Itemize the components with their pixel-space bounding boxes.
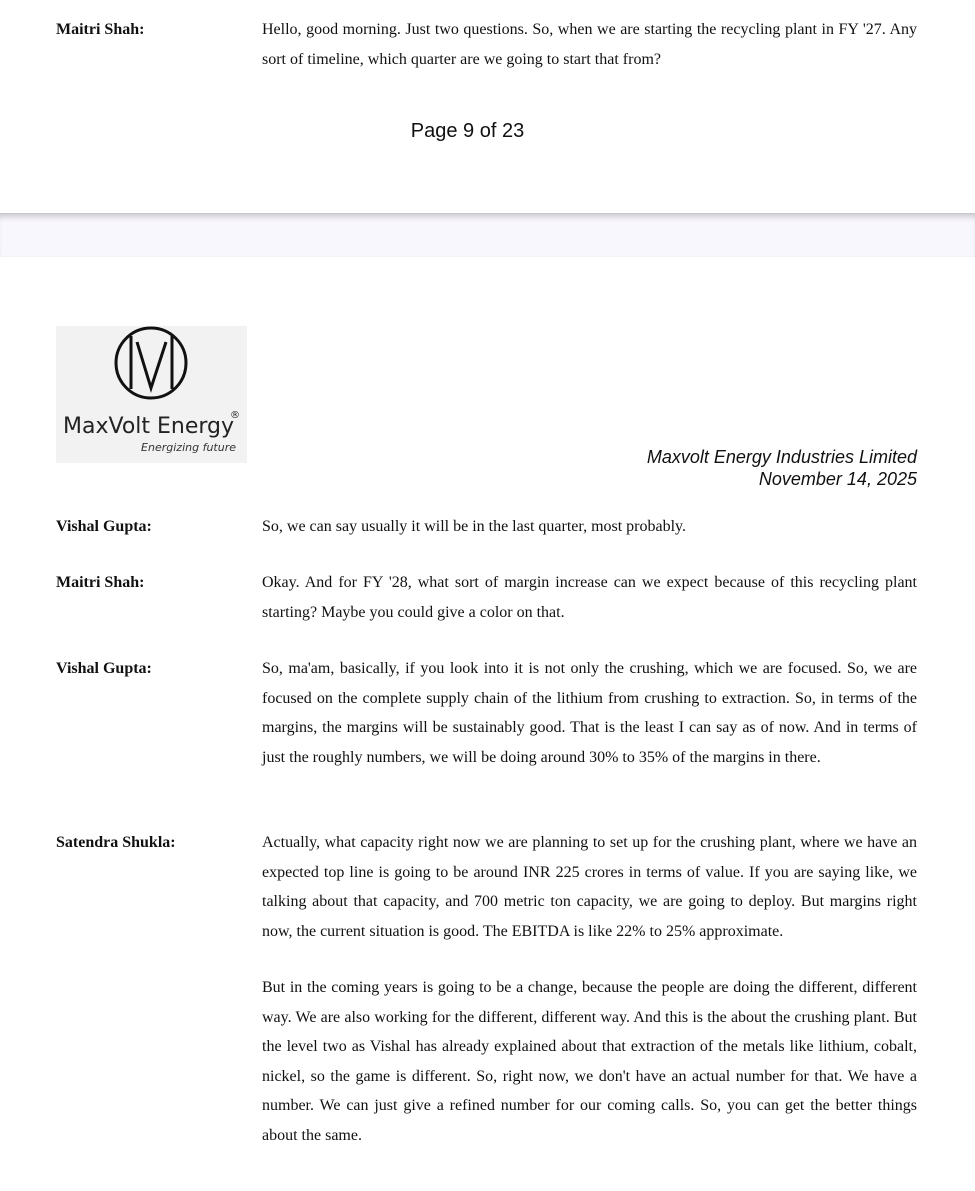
speaker-name: Maitri Shah: bbox=[56, 574, 145, 591]
transcript-turn bbox=[56, 568, 917, 627]
page-number: Page 9 of 23 bbox=[410, 120, 525, 142]
speech-text: So, ma'am, basically, if you look into it is not only the crushing, which we are focused. So, we are focused on the complete supply chain of the lithium from crushing to extraction. So, in terms of the margins, the margins will be sustainably good. That is the least I can say as of now. And in terms of just the roughly numbers, we will be doing around 30% to 35% of the margins in there. bbox=[262, 660, 917, 766]
svg-text:®: ® bbox=[230, 410, 240, 421]
speaker-name: Vishal Gupta: bbox=[56, 660, 152, 677]
speaker-name: Maitri Shah: bbox=[56, 21, 145, 38]
speech-text: Okay. And for FY '28, what sort of margin increase can we expect because of this recycling plant starting? Maybe you could give a color on that. bbox=[262, 574, 917, 621]
transcript-turn bbox=[56, 654, 917, 772]
company-name: Maxvolt Energy Industries Limited bbox=[646, 447, 917, 467]
speech-text: Actually, what capacity right now we are planning to set up for the crushing plant, where we have an expected top line is going to be around INR 225 crores in terms of value. If you are saying like, we talking about that capacity, and 700 metric ton capacity, we are going to deploy. But margins right now, the current situation is good. The EBITDA is like 22% to 25% approximate. bbox=[262, 834, 917, 940]
transcript-turn bbox=[56, 828, 917, 1150]
maxvolt-logo-icon bbox=[56, 326, 247, 463]
speech-text: Hello, good morning. Just two questions. So, when we are starting the recycling plant in FY '27. Any sort of timeline, which quarter are we going to start that from? bbox=[262, 21, 917, 68]
speaker-name: Vishal Gupta: bbox=[56, 518, 152, 535]
call-date: November 14, 2025 bbox=[758, 469, 917, 489]
page-separator bbox=[0, 213, 975, 258]
document-header bbox=[647, 446, 917, 490]
transcript-turn bbox=[56, 512, 917, 542]
svg-text:MaxVolt Energy: MaxVolt Energy bbox=[63, 414, 235, 439]
speech-text: So, we can say usually it will be in the last quarter, most probably. bbox=[262, 518, 687, 535]
speech-text: But in the coming years is going to be a change, because the people are doing the different, different way. We are also working for the different, different way. And this is the about the crushing plant. But the level two as Vishal has already explained about that extraction of the metals like lithium, cobalt, nickel, so the game is different. So, right now, we don't have an actual number for that. We have a number. We can just give a refined number for our coming calls. So, you can get the better things about the same. bbox=[262, 979, 917, 1144]
page-9 bbox=[0, 0, 975, 213]
company-logo bbox=[56, 326, 247, 463]
svg-text:Energizing future: Energizing future bbox=[141, 441, 236, 454]
speaker-name: Satendra Shukla: bbox=[56, 834, 176, 851]
transcript-turn bbox=[56, 15, 917, 74]
